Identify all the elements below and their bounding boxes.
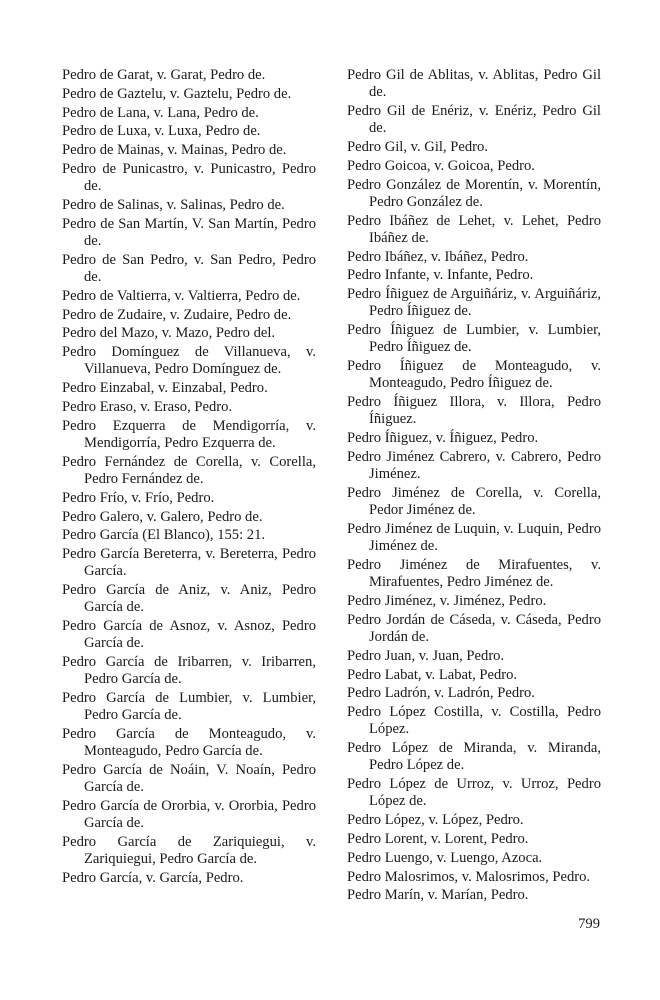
index-entry: Pedro del Mazo, v. Mazo, Pedro del. xyxy=(62,325,276,342)
index-entry: Pedro García de Asnoz, v. Asnoz, Pedro García de. xyxy=(62,618,316,652)
index-entry: Pedro López, v. López, Pedro. xyxy=(347,812,524,829)
index-entry: Pedro García de Monteagudo, v. Monteagudo, Pedro García de. xyxy=(62,726,316,760)
index-entry: Pedro Jiménez de Luquin, v. Luquin, Pedro Jiménez de. xyxy=(347,520,601,555)
index-entry: Pedro Ibáñez, v. Ibáñez, Pedro. xyxy=(347,248,529,265)
index-entry: Pedro García de Lumbier, v. Lumbier, Pedro García de. xyxy=(62,690,316,724)
index-column-left xyxy=(62,67,316,889)
index-entry: Pedro García de Aniz, v. Aniz, Pedro García de. xyxy=(62,582,316,616)
index-entry: Pedro Malosrimos, v. Malosrimos, Pedro. xyxy=(347,868,591,885)
index-entry: Pedro Jiménez de Corella, v. Corella, Pedor Jiménez de. xyxy=(347,484,601,519)
index-entry: Pedro Frío, v. Frío, Pedro. xyxy=(62,489,215,506)
index-entry: Pedro Einzabal, v. Einzabal, Pedro. xyxy=(62,380,268,397)
index-entry: Pedro García, v. García, Pedro. xyxy=(62,870,244,887)
index-entry: Pedro Íñiguez, v. Íñiguez, Pedro. xyxy=(347,430,539,447)
index-entry: Pedro García de Ororbia, v. Ororbia, Pedro García de. xyxy=(62,798,316,832)
index-entry: Pedro Goicoa, v. Goicoa, Pedro. xyxy=(347,157,535,174)
index-entry: Pedro de San Martín, V. San Martín, Pedro de. xyxy=(62,215,316,249)
index-entry: Pedro de Gaztelu, v. Gaztelu, Pedro de. xyxy=(62,85,292,102)
index-entry: Pedro Ibáñez de Lehet, v. Lehet, Pedro Ibáñez de. xyxy=(347,212,601,246)
index-entry: Pedro Fernández de Corella, v. Corella, Pedro Fernández de. xyxy=(62,453,316,487)
index-entry: Pedro de Zudaire, v. Zudaire, Pedro de. xyxy=(62,306,292,323)
index-entry: Pedro Jiménez de Mirafuentes, v. Mirafuentes, Pedro Jiménez de. xyxy=(347,556,601,591)
index-entry: Pedro Luengo, v. Luengo, Azoca. xyxy=(347,849,543,866)
index-entry: Pedro Marín, v. Marían, Pedro. xyxy=(347,887,529,904)
index-entry: Pedro Galero, v. Galero, Pedro de. xyxy=(62,508,263,525)
index-entry: Pedro de Salinas, v. Salinas, Pedro de. xyxy=(62,196,285,213)
index-entry: Pedro Gil de Enériz, v. Enériz, Pedro Gil de. xyxy=(347,103,601,137)
index-entry: Pedro García (El Blanco), 155: 21. xyxy=(62,527,266,544)
index-entry: Pedro de Garat, v. Garat, Pedro de. xyxy=(62,67,266,83)
index-entry: Pedro Ladrón, v. Ladrón, Pedro. xyxy=(347,685,535,702)
index-entry: Pedro Infante, v. Infante, Pedro. xyxy=(347,267,534,284)
index-entry: Pedro González de Morentín, v. Morentín, Pedro González de. xyxy=(347,176,601,210)
index-column-right xyxy=(347,67,601,906)
index-entry: Pedro de Valtierra, v. Valtierra, Pedro de. xyxy=(62,287,301,304)
index-entry: Pedro Jiménez, v. Jiménez, Pedro. xyxy=(347,592,547,609)
index-entry: Pedro Domínguez de Villanueva, v. Villanueva, Pedro Domínguez de. xyxy=(62,344,316,378)
index-entry: Pedro Gil, v. Gil, Pedro. xyxy=(347,139,488,155)
index-entry: Pedro López de Miranda, v. Miranda, Pedro López de. xyxy=(347,740,601,774)
index-entry: Pedro Eraso, v. Eraso, Pedro. xyxy=(62,398,233,415)
index-entry: Pedro de Mainas, v. Mainas, Pedro de. xyxy=(62,142,287,159)
index-entry: Pedro López de Urroz, v. Urroz, Pedro López de. xyxy=(347,776,601,810)
index-entry: Pedro Íñiguez de Lumbier, v. Lumbier, Pedro Íñiguez de. xyxy=(347,322,601,356)
index-entry: Pedro Gil de Ablitas, v. Ablitas, Pedro Gil de. xyxy=(347,67,601,101)
index-entry: Pedro López Costilla, v. Costilla, Pedro López. xyxy=(347,704,601,738)
index-entry: Pedro Ezquerra de Mendigorría, v. Mendigorría, Pedro Ezquerra de. xyxy=(62,417,316,451)
index-entry: Pedro García de Noáin, V. Noaín, Pedro García de. xyxy=(62,762,316,796)
index-entry: Pedro de Luxa, v. Luxa, Pedro de. xyxy=(62,123,261,140)
index-entry: Pedro Labat, v. Labat, Pedro. xyxy=(347,666,518,683)
index-entry: Pedro Lorent, v. Lorent, Pedro. xyxy=(347,830,529,847)
index-entry: Pedro Íñiguez de Arguiñáriz, v. Arguiñáriz, Pedro Íñiguez de. xyxy=(347,286,601,320)
index-entry: Pedro Jiménez Cabrero, v. Cabrero, Pedro Jiménez. xyxy=(347,448,601,483)
index-entry: Pedro de San Pedro, v. San Pedro, Pedro de. xyxy=(62,251,316,285)
index-entry: Pedro Juan, v. Juan, Pedro. xyxy=(347,647,505,664)
index-entry: Pedro García de Iribarren, v. Iribarren, Pedro García de. xyxy=(62,654,316,688)
index-entry: Pedro de Lana, v. Lana, Pedro de. xyxy=(62,104,259,121)
index-entry: Pedro Íñiguez Illora, v. Illora, Pedro Íñiguez. xyxy=(347,394,601,428)
page-number: 799 xyxy=(578,916,600,932)
index-entry: Pedro Íñiguez de Monteagudo, v. Monteagudo, Pedro Íñiguez de. xyxy=(347,358,601,392)
index-entry: Pedro de Punicastro, v. Punicastro, Pedro de. xyxy=(62,160,316,195)
index-entry: Pedro García Bereterra, v. Bereterra, Pedro García. xyxy=(62,546,316,580)
index-entry: Pedro García de Zariquiegui, v. Zariquiegui, Pedro García de. xyxy=(62,834,316,868)
index-entry: Pedro Jordán de Cáseda, v. Cáseda, Pedro Jordán de. xyxy=(347,611,601,645)
